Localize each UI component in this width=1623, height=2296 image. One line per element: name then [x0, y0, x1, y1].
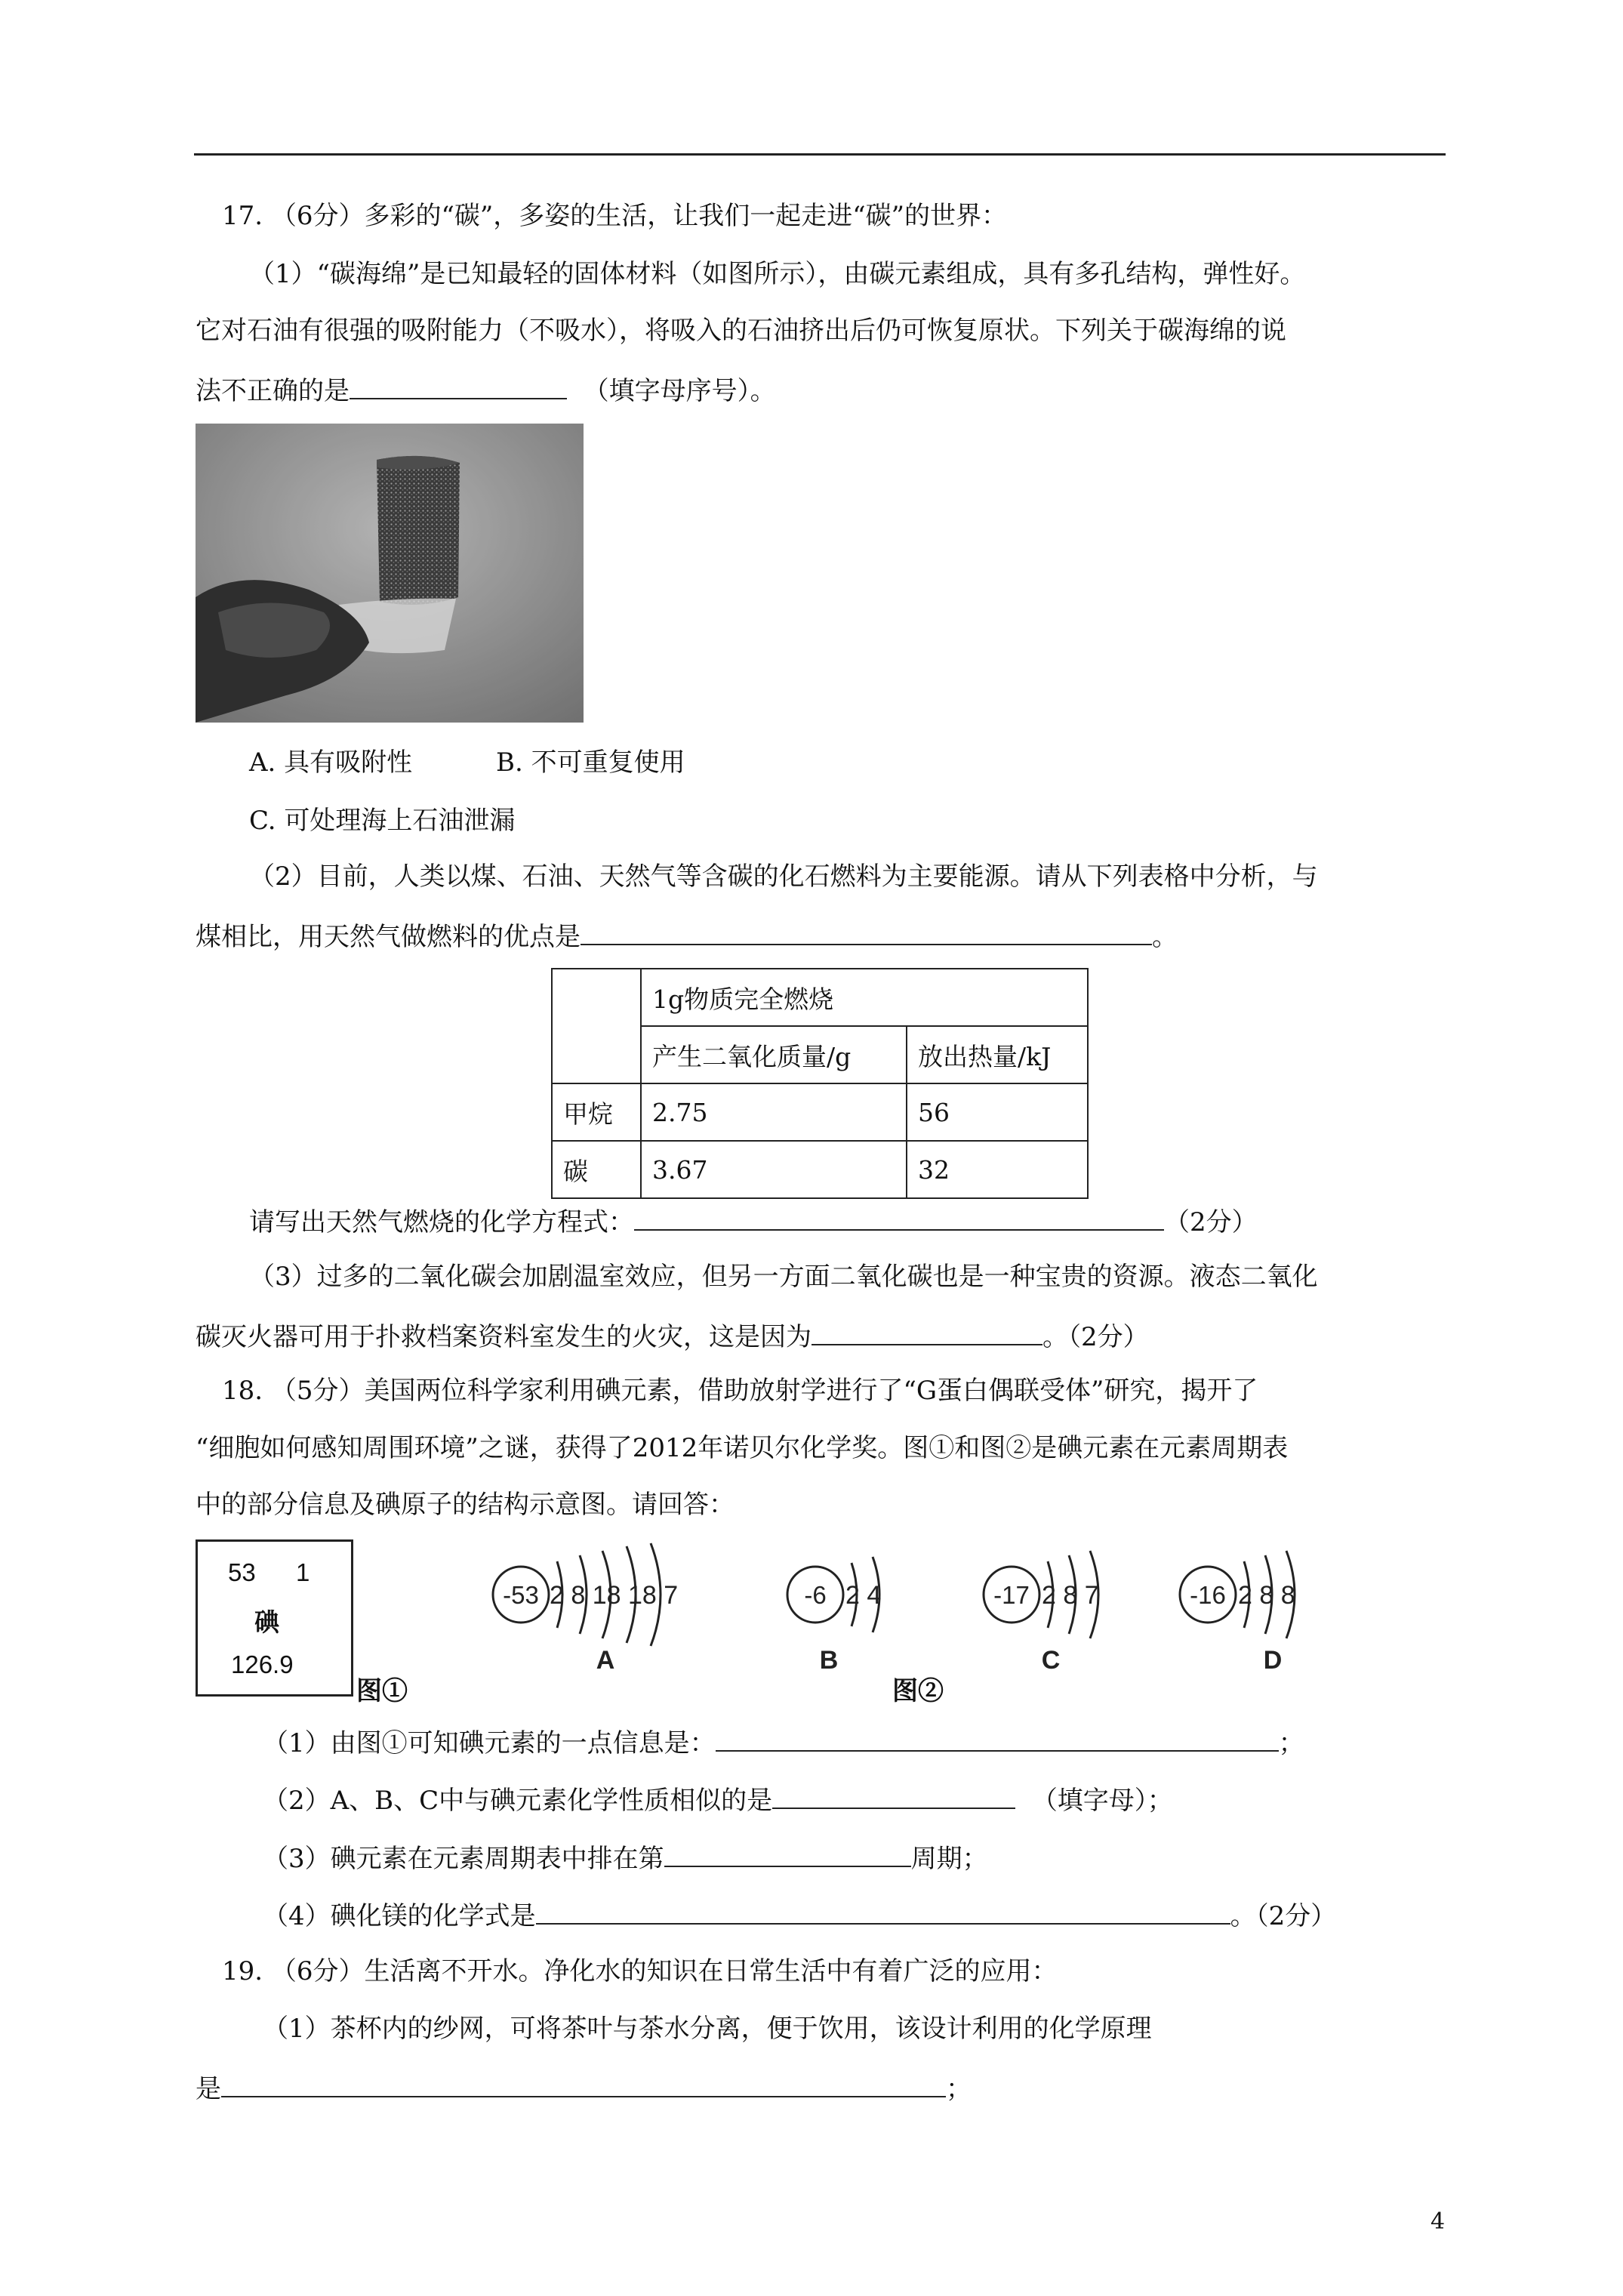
atom-b [787, 1557, 881, 1675]
svg-text:-53: -53 [503, 1581, 539, 1609]
svg-text:-16: -16 [1190, 1581, 1226, 1609]
answer-blank[interactable] [634, 1207, 1164, 1231]
svg-text:B: B [819, 1646, 839, 1675]
q19-line3-suffix: ； [946, 2074, 972, 2104]
q17-p3-line2 [196, 1321, 1149, 1350]
atomic-number: 53 [228, 1558, 256, 1586]
q17-p3-line2-text: 碳灭火器可用于扑救档案资料室发生的火灾，这是因为 [196, 1322, 812, 1352]
q17-p2-line1: （2）目前，人类以煤、石油、天然气等含碳的化石燃料为主要能源。请从下列表格中分析，与 [249, 861, 1318, 892]
q17-option-c: C. 可处理海上石油泄漏 [249, 806, 516, 836]
svg-text:2 8 7: 2 8 7 [1042, 1581, 1099, 1610]
answer-blank[interactable] [536, 1900, 1230, 1925]
answer-blank[interactable] [716, 1727, 1279, 1752]
q18-sub1 [263, 1727, 1304, 1756]
q17-equation-line [249, 1207, 1258, 1235]
q18-sub3 [263, 1843, 988, 1872]
page-number: 4 [1431, 2208, 1446, 2235]
svg-text:2 4: 2 4 [845, 1581, 882, 1610]
q19-line3 [196, 2073, 972, 2102]
q18-line1: 18. （5分）美国两位科学家利用碘元素，借助放射学进行了“G蛋白偶联受体”研究，揭开了 [222, 1376, 1258, 1406]
q17-p1-line3-text: 法不正确的是 [196, 376, 350, 406]
table-cell: 碳 [552, 1141, 641, 1198]
element-top-right: 1 [296, 1558, 310, 1586]
answer-blank[interactable] [221, 2073, 946, 2097]
table-cell: 56 [907, 1083, 1088, 1141]
table-cell: 3.67 [641, 1141, 907, 1198]
table-col-heat: 放出热量/kJ [907, 1026, 1088, 1083]
q18-sub2 [263, 1785, 1173, 1814]
q17-p1-line3 [196, 375, 776, 404]
q19-line2: （1）茶杯内的纱网，可将茶叶与茶水分离，便于饮用，该设计利用的化学原理 [263, 2014, 1152, 2044]
atom-c [984, 1551, 1099, 1675]
svg-text:A: A [596, 1646, 615, 1675]
atomic-structure-diagrams [483, 1533, 1389, 1676]
q18-sub2-suffix: （填字母）； [1031, 1786, 1173, 1816]
q17-option-a: A. 具有吸附性 [249, 747, 413, 778]
svg-text:2 8 8: 2 8 8 [1238, 1581, 1295, 1610]
q17-heading: 17. （6分）多彩的“碳”，多姿的生活，让我们一起走进“碳”的世界： [222, 201, 1008, 231]
svg-text:-6: -6 [804, 1581, 827, 1609]
table-row [552, 1083, 1088, 1141]
q19-line1: 19. （6分）生活离不开水。净化水的知识在日常生活中有着广泛的应用： [222, 1956, 1058, 1986]
svg-text:C: C [1041, 1646, 1061, 1675]
q18-sub1-text: （1）由图①可知碘元素的一点信息是： [263, 1728, 716, 1758]
table-corner [552, 969, 641, 1083]
q18-sub2-text: （2）A、B、C中与碘元素化学性质相似的是 [263, 1786, 773, 1816]
atom-a [493, 1543, 678, 1675]
q17-equation-points: （2分） [1164, 1207, 1258, 1237]
q17-p3-line1: （3）过多的二氧化碳会加剧温室效应，但另一方面二氧化碳也是一种宝贵的资源。液态二氧化 [249, 1262, 1318, 1292]
carbon-sponge-photo [196, 424, 584, 723]
element-name: 碘 [254, 1608, 279, 1636]
table-cell: 甲烷 [552, 1083, 641, 1141]
table-header-top: 1g物质完全燃烧 [641, 969, 1088, 1026]
svg-text:-17: -17 [993, 1581, 1030, 1609]
q18-sub4 [263, 1900, 1336, 1929]
q17-p1-line1: （1）“碳海绵”是已知最轻的固体材料（如图所示），由碳元素组成，具有多孔结构，弹性好。 [249, 259, 1306, 289]
q17-option-b: B. 不可重复使用 [496, 747, 685, 778]
table-row [552, 1141, 1088, 1198]
q17-p2-line2-text: 煤相比，用天然气做燃料的优点是 [196, 922, 581, 952]
answer-blank[interactable] [581, 921, 1152, 945]
q18-sub1-suffix: ； [1278, 1728, 1304, 1758]
q18-sub4-text: （4）碘化镁的化学式是 [263, 1901, 536, 1931]
q18-sub3-suffix: 周期； [910, 1844, 988, 1874]
figure-1-label: 图① [356, 1677, 408, 1706]
q17-p1-line2: 它对石油有很强的吸附能力（不吸水），将吸入的石油挤出后仍可恢复原状。下列关于碳海绵的说 [196, 316, 1286, 346]
combustion-table [551, 968, 1089, 1199]
q18-line3: 中的部分信息及碘原子的结构示意图。请回答： [196, 1490, 735, 1520]
svg-text:D: D [1263, 1646, 1283, 1675]
q19-line3-text: 是 [196, 2074, 221, 2104]
table-cell: 32 [907, 1141, 1088, 1198]
atom-d [1180, 1551, 1295, 1675]
figure-2-label: 图② [892, 1677, 944, 1706]
q18-sub4-suffix: 。（2分） [1230, 1901, 1337, 1931]
table-row [552, 969, 1088, 1026]
q17-p2-line2-suffix: 。 [1152, 922, 1178, 952]
q18-sub3-text: （3）碘元素在元素周期表中排在第 [263, 1844, 664, 1874]
answer-blank[interactable] [772, 1785, 1015, 1809]
svg-text:2 8 18 18 7: 2 8 18 18 7 [550, 1581, 679, 1610]
q17-p3-line2-suffix: 。（2分） [1042, 1322, 1149, 1352]
answer-blank[interactable] [664, 1843, 911, 1867]
answer-blank[interactable] [350, 375, 567, 399]
q17-p1-line3-suffix: （填字母序号）。 [583, 376, 776, 406]
atomic-mass: 126.9 [231, 1650, 294, 1678]
answer-blank[interactable] [812, 1321, 1042, 1345]
table-cell: 2.75 [641, 1083, 907, 1141]
header-rule [194, 153, 1446, 156]
table-col-co2: 产生二氧化质量/g [641, 1026, 907, 1083]
q17-p2-line2 [196, 921, 1178, 950]
q17-equation-text: 请写出天然气燃烧的化学方程式： [249, 1207, 634, 1237]
iodine-element-card [196, 1539, 353, 1697]
q18-line2: “细胞如何感知周围环境”之谜，获得了2012年诺贝尔化学奖。图①和图②是碘元素在元素周期表 [196, 1433, 1289, 1463]
